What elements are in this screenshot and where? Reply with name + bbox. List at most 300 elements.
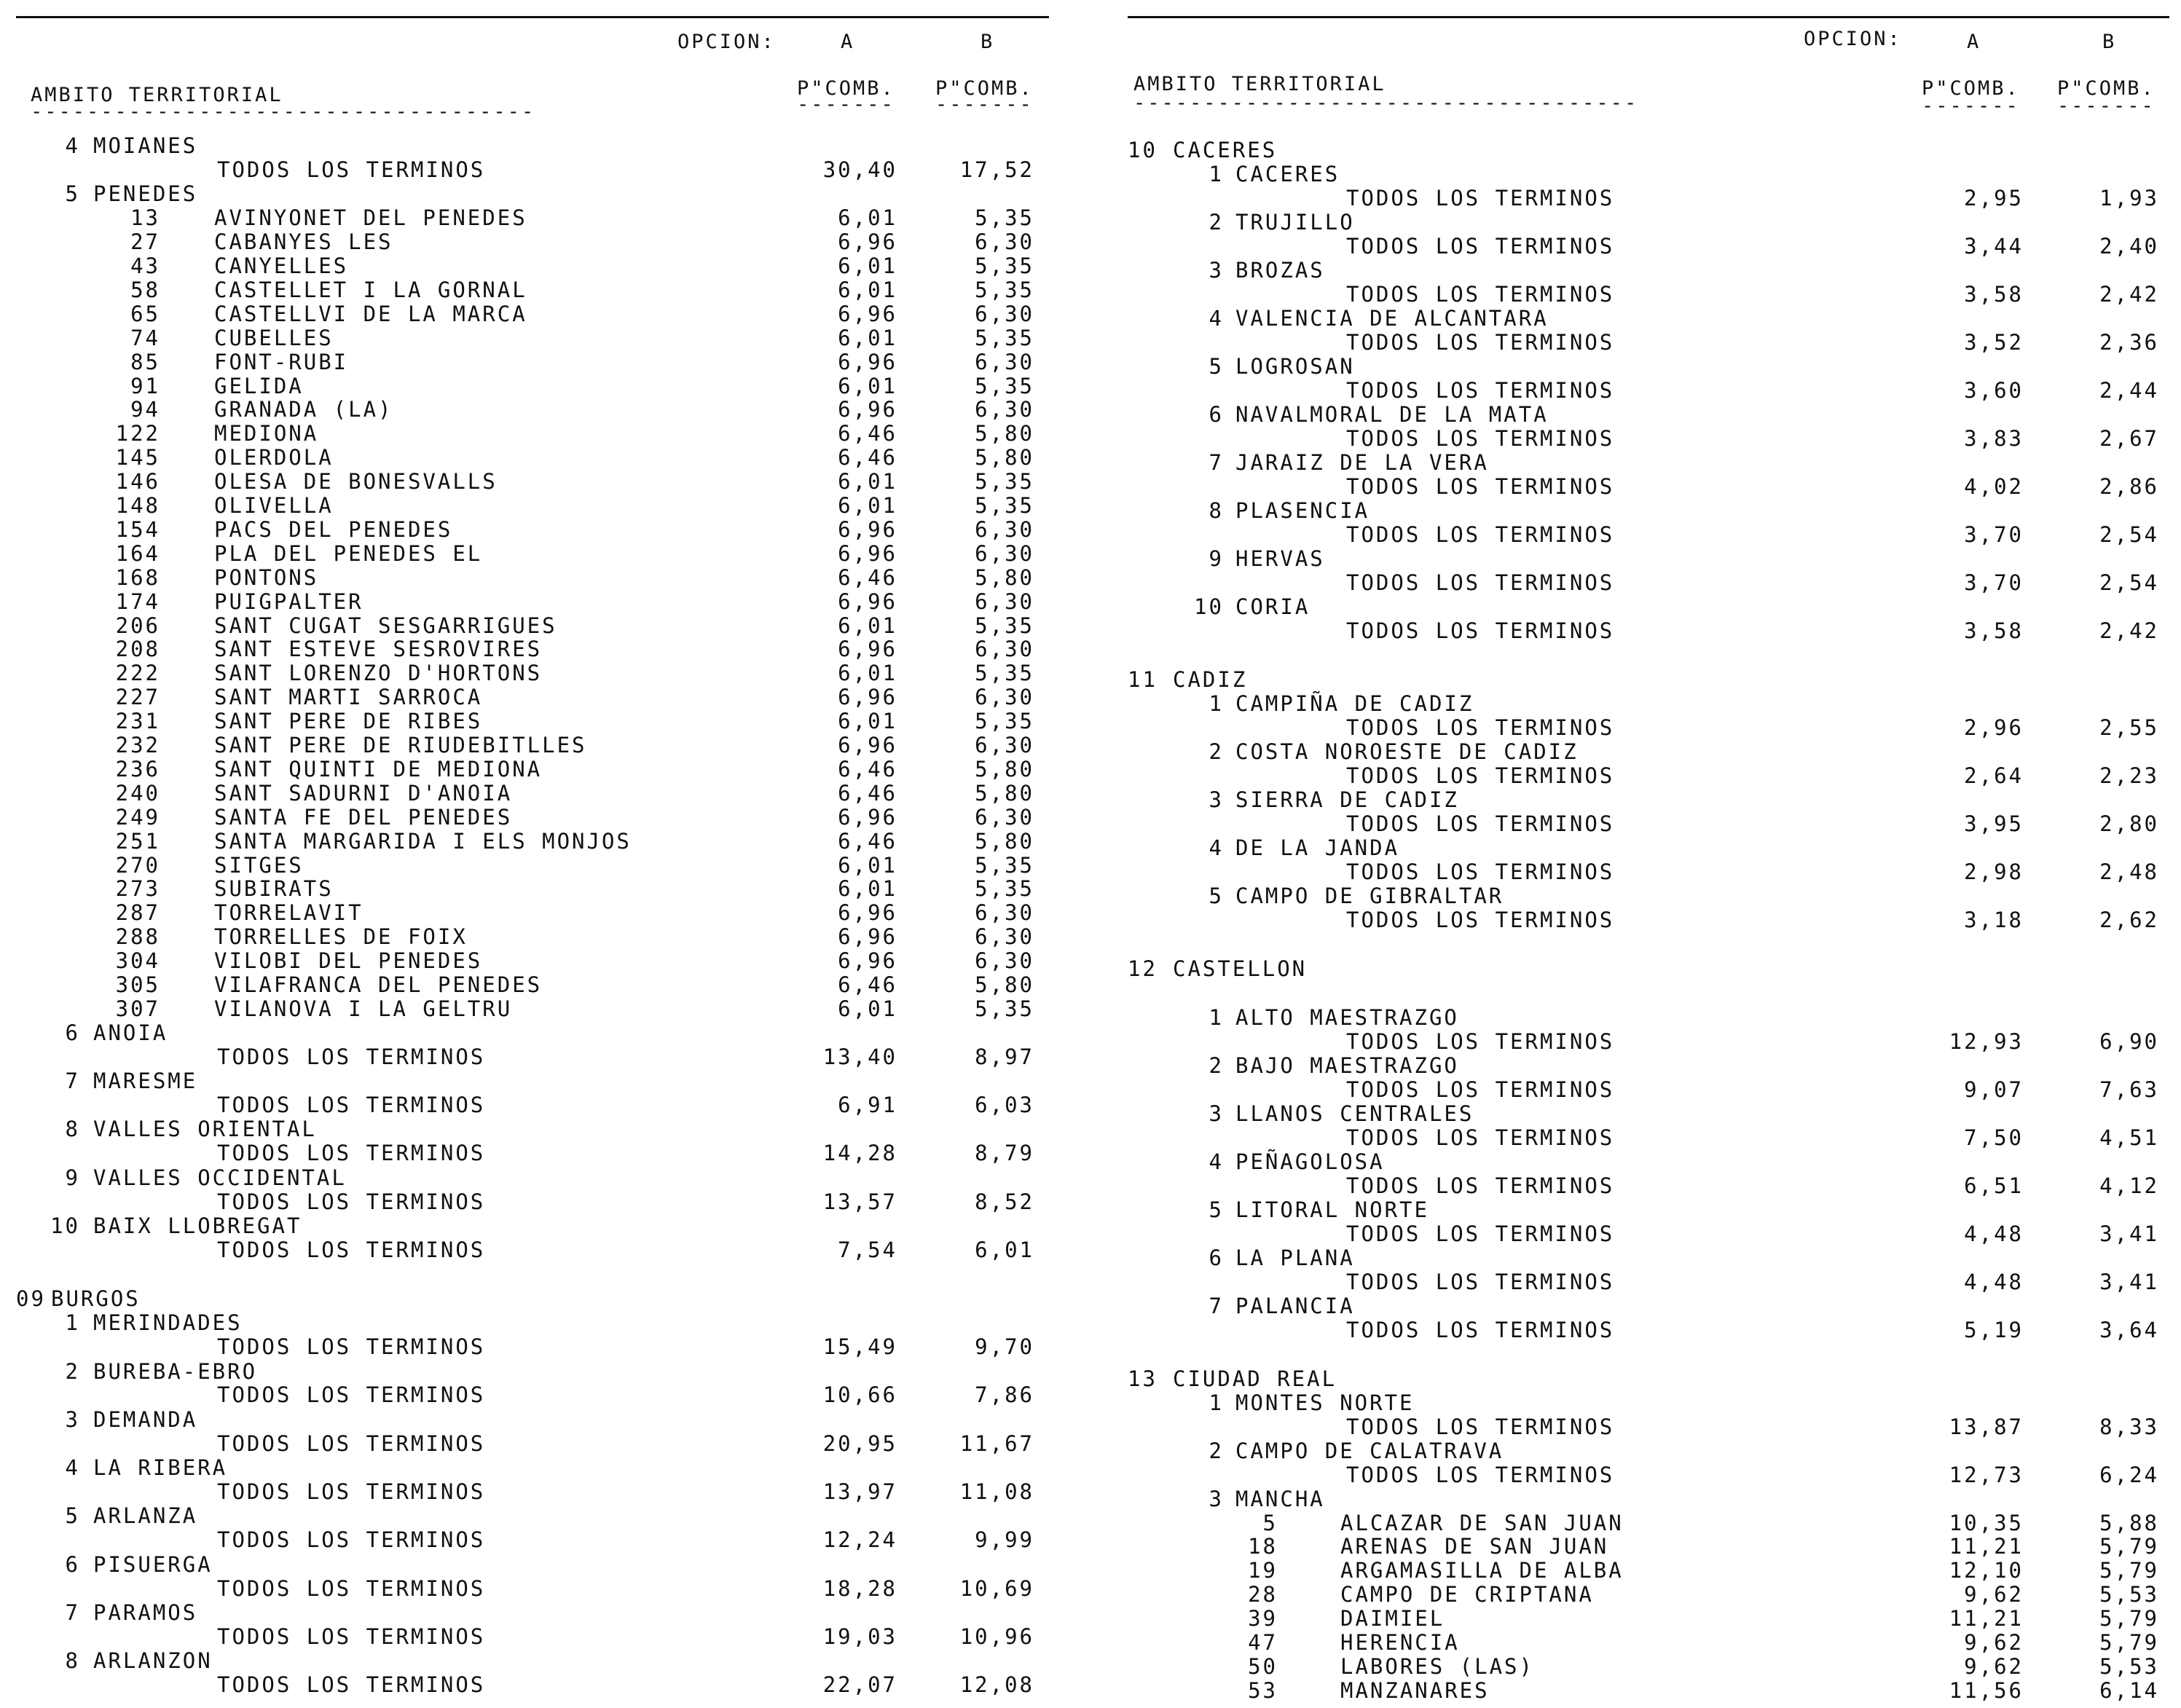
value-b: 2,36 [2099, 329, 2159, 355]
table-row [1128, 619, 2181, 643]
value-a: 10,66 [822, 1382, 897, 1408]
table-row [16, 973, 1080, 997]
table-row [1128, 957, 2181, 981]
table-row [1128, 1487, 2181, 1511]
zone-code: 4 [65, 133, 80, 158]
municipality-code: 206 [115, 613, 160, 638]
municipality-code: 5 [1262, 1510, 1278, 1535]
zone-name: MERINDADES [93, 1310, 243, 1336]
municipality-name: SITGES [214, 852, 304, 878]
municipality-code: 305 [115, 972, 160, 997]
province-code: 10 [1128, 138, 1158, 162]
table-row [1128, 1607, 2181, 1631]
value-b: 5,80 [975, 780, 1034, 806]
zone-name: MANCHA [1235, 1486, 1325, 1511]
table-row [1128, 451, 2181, 475]
table-row [1128, 860, 2181, 884]
municipality-code: 154 [115, 516, 160, 542]
table-row [16, 158, 1080, 182]
table-row [1128, 1150, 2181, 1174]
zone-code: 8 [65, 1648, 80, 1674]
table-row [16, 637, 1080, 661]
municipality-name: VILAFRANCA DEL PENEDES [214, 972, 543, 997]
value-b: 5,79 [2099, 1630, 2159, 1655]
municipality-code: 236 [115, 756, 160, 782]
value-a: 6,96 [838, 301, 897, 326]
zone-name: MONTES NORTE [1235, 1390, 1415, 1415]
value-b: 2,54 [2099, 570, 2159, 595]
value-a: 6,01 [838, 996, 897, 1021]
table-row [16, 494, 1080, 518]
table-row [16, 661, 1080, 685]
value-b: 7,63 [2099, 1077, 2159, 1102]
table-row [1128, 210, 2181, 235]
all-terms-label: TODOS LOS TERMINOS [1346, 1414, 1615, 1439]
municipality-name: FONT-RUBI [214, 349, 349, 374]
province-name: CACERES [1173, 138, 1278, 162]
all-terms-label: TODOS LOS TERMINOS [1346, 377, 1615, 403]
value-a: 12,24 [822, 1527, 897, 1553]
table-row [16, 806, 1080, 830]
zone-code: 1 [1209, 1390, 1224, 1415]
table-row [1128, 499, 2181, 523]
zone-name: NAVALMORAL DE LA MATA [1235, 401, 1549, 427]
zone-code: 2 [1209, 739, 1224, 764]
zone-name: PARAMOS [93, 1600, 198, 1625]
value-a: 3,95 [1964, 811, 2024, 836]
zone-name: LOGROSAN [1235, 353, 1355, 379]
zone-name: LA PLANA [1235, 1245, 1355, 1270]
zone-code: 8 [1209, 497, 1224, 523]
zone-code: 5 [1209, 1197, 1224, 1222]
table-row [1128, 1511, 2181, 1535]
table-row [16, 1141, 1080, 1165]
municipality-name: CASTELLET I LA GORNAL [214, 277, 527, 302]
zone-name: PENEDES [93, 181, 198, 207]
value-b: 7,86 [975, 1382, 1034, 1408]
value-b: 5,80 [975, 445, 1034, 471]
municipality-name: SANT QUINTI DE MEDIONA [214, 756, 543, 782]
municipality-name: SANT CUGAT SESGARRIGUES [214, 613, 557, 638]
municipality-name: LABORES (LAS) [1340, 1653, 1534, 1679]
municipality-code: 270 [115, 852, 160, 878]
value-a: 9,07 [1964, 1077, 2024, 1102]
zone-name: MARESME [93, 1069, 198, 1094]
value-b: 12,08 [959, 1672, 1034, 1698]
value-b: 2,54 [2099, 522, 2159, 547]
municipality-code: 231 [115, 709, 160, 734]
table-row [16, 614, 1080, 638]
municipality-code: 227 [115, 685, 160, 710]
table-row [16, 566, 1080, 590]
municipality-name: VILOBI DEL PENEDES [214, 948, 483, 974]
col-b-subheader: P"COMB. [935, 77, 1034, 100]
municipality-code: 232 [115, 733, 160, 757]
municipality-code: 146 [115, 469, 160, 495]
value-b: 5,53 [2099, 1653, 2159, 1679]
all-terms-label: TODOS LOS TERMINOS [1346, 473, 1615, 499]
all-terms-label: TODOS LOS TERMINOS [1346, 859, 1615, 884]
value-a: 6,96 [838, 948, 897, 974]
table-row [16, 1238, 1080, 1262]
value-a: 22,07 [822, 1672, 897, 1698]
ambito-underline: ------------------------------------ [1133, 93, 1639, 113]
zone-name: MOIANES [93, 133, 198, 158]
table-row [16, 925, 1080, 949]
value-a: 6,96 [838, 685, 897, 710]
table-row [16, 1360, 1080, 1384]
value-b: 5,88 [2099, 1510, 2159, 1535]
zone-code: 7 [65, 1069, 80, 1094]
col-b-header: B [2102, 31, 2117, 53]
ambito-label: AMBITO TERRITORIAL [1133, 73, 1386, 95]
municipality-name: AVINYONET DEL PENEDES [214, 205, 527, 231]
municipality-name: SANT SADURNI D'ANOIA [214, 780, 513, 806]
table-row [1128, 1391, 2181, 1415]
municipality-code: 94 [130, 397, 160, 422]
value-a: 6,01 [838, 253, 897, 278]
table-row [1128, 1655, 2181, 1679]
value-a: 10,35 [1949, 1510, 2024, 1535]
table-row [1128, 523, 2181, 547]
all-terms-label: TODOS LOS TERMINOS [217, 1141, 486, 1166]
municipality-name: TORRELLES DE FOIX [214, 924, 468, 950]
table-row [16, 230, 1080, 254]
all-terms-label: TODOS LOS TERMINOS [1346, 1221, 1615, 1246]
table-row [1128, 595, 2181, 619]
value-a: 6,96 [838, 900, 897, 926]
value-a: 6,46 [838, 756, 897, 782]
col-b-underline: ------- [2057, 96, 2156, 116]
value-a: 2,95 [1964, 185, 2024, 210]
value-b: 5,80 [975, 421, 1034, 446]
province-name: CIUDAD REAL [1173, 1366, 1337, 1391]
municipality-name: SANT LORENZO D'HORTONS [214, 661, 543, 686]
table-row [1128, 355, 2181, 379]
all-terms-label: TODOS LOS TERMINOS [217, 1237, 486, 1262]
zone-code: 6 [65, 1551, 80, 1577]
zone-name: HERVAS [1235, 546, 1325, 571]
table-row [1128, 740, 2181, 764]
opcion-label: OPCION: [1804, 28, 1902, 50]
value-b: 6,90 [2099, 1028, 2159, 1054]
value-a: 11,21 [1949, 1534, 2024, 1559]
value-a: 9,62 [1964, 1630, 2024, 1655]
value-a: 6,01 [838, 373, 897, 398]
value-a: 6,46 [838, 421, 897, 446]
municipality-code: 307 [115, 996, 160, 1021]
zone-name: PLASENCIA [1235, 497, 1370, 523]
zone-code: 4 [65, 1455, 80, 1481]
table-row [16, 901, 1080, 925]
value-b: 10,96 [959, 1624, 1034, 1649]
all-terms-label: TODOS LOS TERMINOS [1346, 233, 1615, 259]
value-a: 7,54 [838, 1237, 897, 1262]
municipality-code: 287 [115, 900, 160, 926]
value-a: 6,01 [838, 493, 897, 518]
municipality-code: 13 [130, 205, 160, 231]
ambito-underline: ------------------------------------ [31, 102, 536, 122]
value-b: 5,35 [975, 277, 1034, 302]
value-a: 12,73 [1949, 1462, 2024, 1487]
municipality-name: SANT ESTEVE SESROVIRES [214, 637, 543, 662]
zone-name: CAMPIÑA DE CADIZ [1235, 690, 1474, 716]
table-row [16, 518, 1080, 542]
table-row [1128, 1030, 2181, 1054]
zone-code: 1 [1209, 690, 1224, 716]
zone-code: 10 [1194, 594, 1224, 619]
table-row [16, 1625, 1080, 1649]
table-row [16, 854, 1080, 878]
col-b-underline: ------- [935, 95, 1034, 114]
table-row [1128, 307, 2181, 331]
zone-name: CORIA [1235, 594, 1310, 619]
zone-name: VALLES ORIENTAL [93, 1117, 317, 1142]
table-row [16, 1480, 1080, 1504]
table-row [1128, 1535, 2181, 1559]
table-row [16, 1021, 1080, 1045]
all-terms-label: TODOS LOS TERMINOS [1346, 1269, 1615, 1294]
municipality-name: PUIGPALTER [214, 589, 364, 614]
all-terms-label: TODOS LOS TERMINOS [217, 1672, 486, 1698]
table-row [1128, 1222, 2181, 1246]
all-terms-label: TODOS LOS TERMINOS [217, 1044, 486, 1069]
value-a: 6,01 [838, 325, 897, 350]
col-a-underline: ------- [1922, 96, 2020, 116]
table-row [1128, 716, 2181, 740]
municipality-name: OLESA DE BONESVALLS [214, 469, 498, 495]
value-b: 6,30 [975, 349, 1034, 374]
value-a: 4,48 [1964, 1221, 2024, 1246]
value-a: 6,01 [838, 852, 897, 878]
value-a: 3,52 [1964, 329, 2024, 355]
table-row [16, 254, 1080, 278]
municipality-code: 273 [115, 876, 160, 902]
table-row [1128, 379, 2181, 403]
table-row [16, 1649, 1080, 1673]
value-a: 6,46 [838, 972, 897, 997]
table-row [16, 949, 1080, 973]
zone-code: 6 [65, 1020, 80, 1045]
zone-code: 3 [1209, 787, 1224, 812]
table-row [16, 278, 1080, 302]
value-a: 13,57 [822, 1189, 897, 1214]
value-b: 6,30 [975, 948, 1034, 974]
table-row [1128, 1246, 2181, 1270]
municipality-code: 222 [115, 661, 160, 686]
municipality-name: ARENAS DE SAN JUAN [1340, 1534, 1609, 1559]
municipality-code: 122 [115, 421, 160, 446]
zone-code: 7 [1209, 1293, 1224, 1318]
table-row [1128, 884, 2181, 908]
municipality-code: 148 [115, 493, 160, 518]
zone-name: DE LA JANDA [1235, 835, 1400, 860]
zone-code: 9 [65, 1165, 80, 1190]
table-row [1128, 764, 2181, 788]
table-row [16, 830, 1080, 854]
value-b: 2,23 [2099, 763, 2159, 788]
table-row [1128, 1318, 2181, 1342]
zone-code: 3 [1209, 1101, 1224, 1126]
zone-code: 6 [1209, 1245, 1224, 1270]
value-a: 3,58 [1964, 281, 2024, 307]
municipality-code: 251 [115, 828, 160, 854]
value-a: 6,51 [1964, 1173, 2024, 1198]
municipality-name: CASTELLVI DE LA MARCA [214, 301, 527, 326]
municipality-name: MEDIONA [214, 421, 319, 446]
all-terms-label: TODOS LOS TERMINOS [217, 1430, 486, 1456]
value-b: 5,35 [975, 876, 1034, 902]
zone-code: 9 [1209, 546, 1224, 571]
value-a: 9,62 [1964, 1653, 2024, 1679]
municipality-code: 39 [1248, 1606, 1278, 1632]
zone-code: 2 [1209, 1052, 1224, 1078]
value-b: 2,44 [2099, 377, 2159, 403]
all-terms-label: TODOS LOS TERMINOS [1346, 281, 1615, 307]
zone-code: 3 [65, 1406, 80, 1432]
value-a: 6,46 [838, 780, 897, 806]
table-row [16, 398, 1080, 422]
municipality-code: 43 [130, 253, 160, 278]
value-a: 6,01 [838, 661, 897, 686]
table-row [16, 1311, 1080, 1335]
zone-code: 4 [1209, 305, 1224, 331]
all-terms-label: TODOS LOS TERMINOS [1346, 1317, 1615, 1342]
municipality-code: 304 [115, 948, 160, 974]
table-row [1128, 403, 2181, 427]
zone-code: 10 [50, 1213, 80, 1238]
municipality-code: 28 [1248, 1582, 1278, 1607]
province-code: 12 [1128, 956, 1158, 981]
table-row [16, 1383, 1080, 1407]
table-row [1128, 235, 2181, 259]
value-b: 5,79 [2099, 1606, 2159, 1632]
table-row [1128, 1367, 2181, 1391]
zone-code: 4 [1209, 1149, 1224, 1174]
zone-code: 2 [65, 1358, 80, 1384]
zone-code: 2 [1209, 209, 1224, 235]
table-row [1128, 1559, 2181, 1583]
zone-name: PISUERGA [93, 1551, 213, 1577]
zone-code: 5 [1209, 353, 1224, 379]
table-row [16, 1190, 1080, 1214]
value-a: 6,01 [838, 469, 897, 495]
zone-name: ALTO MAESTRAZGO [1235, 1004, 1459, 1030]
zone-code: 3 [1209, 257, 1224, 283]
zone-name: LA RIBERA [93, 1455, 228, 1481]
value-b: 2,42 [2099, 281, 2159, 307]
value-b: 5,80 [975, 756, 1034, 782]
table-row [1128, 547, 2181, 571]
value-b: 5,53 [2099, 1582, 2159, 1607]
value-b: 3,64 [2099, 1317, 2159, 1342]
value-b: 2,80 [2099, 811, 2159, 836]
table-row [1128, 1006, 2181, 1030]
municipality-code: 19 [1248, 1558, 1278, 1583]
value-a: 11,56 [1949, 1677, 2024, 1703]
table-row [1128, 908, 2181, 932]
value-b: 10,69 [959, 1575, 1034, 1601]
table-row [16, 422, 1080, 446]
col-a-header: A [841, 31, 855, 53]
zone-name: DEMANDA [93, 1406, 198, 1432]
value-b: 5,35 [975, 253, 1034, 278]
value-b: 3,41 [2099, 1269, 2159, 1294]
zone-code: 5 [65, 1503, 80, 1529]
value-b: 5,35 [975, 613, 1034, 638]
zone-name: LLANOS CENTRALES [1235, 1101, 1474, 1126]
zone-name: PEÑAGOLOSA [1235, 1149, 1385, 1174]
value-b: 6,30 [975, 397, 1034, 422]
value-a: 3,58 [1964, 618, 2024, 643]
value-b: 2,40 [2099, 233, 2159, 259]
zone-code: 7 [1209, 449, 1224, 475]
municipality-code: 240 [115, 780, 160, 806]
table-row [1128, 788, 2181, 812]
municipality-name: PLA DEL PENEDES EL [214, 540, 483, 566]
table-row [1128, 1102, 2181, 1126]
municipality-name: VILANOVA I LA GELTRU [214, 996, 513, 1021]
table-row [16, 1093, 1080, 1117]
all-terms-label: TODOS LOS TERMINOS [217, 1334, 486, 1360]
table-row [16, 1553, 1080, 1577]
all-terms-label: TODOS LOS TERMINOS [217, 1479, 486, 1504]
opcion-label: OPCION: [677, 31, 776, 53]
municipality-name: SANTA FE DEL PENEDES [214, 804, 513, 830]
right-column [1128, 0, 2181, 1708]
municipality-name: PONTONS [214, 564, 319, 590]
value-a: 11,21 [1949, 1606, 2024, 1632]
zone-name: LITORAL NORTE [1235, 1197, 1429, 1222]
col-a-header: A [1967, 31, 1981, 53]
value-b: 8,97 [975, 1044, 1034, 1069]
municipality-name: HERENCIA [1340, 1630, 1460, 1655]
value-a: 3,18 [1964, 907, 2024, 932]
ambito-label: AMBITO TERRITORIAL [31, 84, 283, 106]
table-row [1128, 668, 2181, 692]
zone-name: CAMPO DE GIBRALTAR [1235, 883, 1504, 908]
value-b: 5,35 [975, 373, 1034, 398]
zone-name: BROZAS [1235, 257, 1325, 283]
value-a: 12,10 [1949, 1558, 2024, 1583]
zone-name: COSTA NOROESTE DE CADIZ [1235, 739, 1579, 764]
table-row [16, 1166, 1080, 1190]
value-b: 5,35 [975, 709, 1034, 734]
municipality-name: SANTA MARGARIDA I ELS MONJOS [214, 828, 632, 854]
value-b: 5,35 [975, 493, 1034, 518]
municipality-name: SANT PERE DE RIUDEBITLLES [214, 733, 587, 757]
table-row [1128, 259, 2181, 283]
value-a: 6,46 [838, 445, 897, 471]
value-b: 6,24 [2099, 1462, 2159, 1487]
table-row [1128, 1583, 2181, 1607]
zone-name: ARLANZA [93, 1503, 198, 1529]
col-a-underline: ------- [797, 95, 895, 114]
value-a: 9,62 [1964, 1582, 2024, 1607]
table-row [16, 1045, 1080, 1069]
table-row [16, 1287, 1080, 1311]
value-b: 6,30 [975, 589, 1034, 614]
table-row [16, 709, 1080, 733]
province-name: CASTELLON [1173, 956, 1308, 981]
all-terms-label: TODOS LOS TERMINOS [1346, 1462, 1615, 1487]
table-row [1128, 427, 2181, 451]
value-a: 2,96 [1964, 715, 2024, 740]
table-row [16, 1408, 1080, 1432]
all-terms-label: TODOS LOS TERMINOS [217, 1575, 486, 1601]
value-b: 5,79 [2099, 1534, 2159, 1559]
value-a: 6,96 [838, 540, 897, 566]
